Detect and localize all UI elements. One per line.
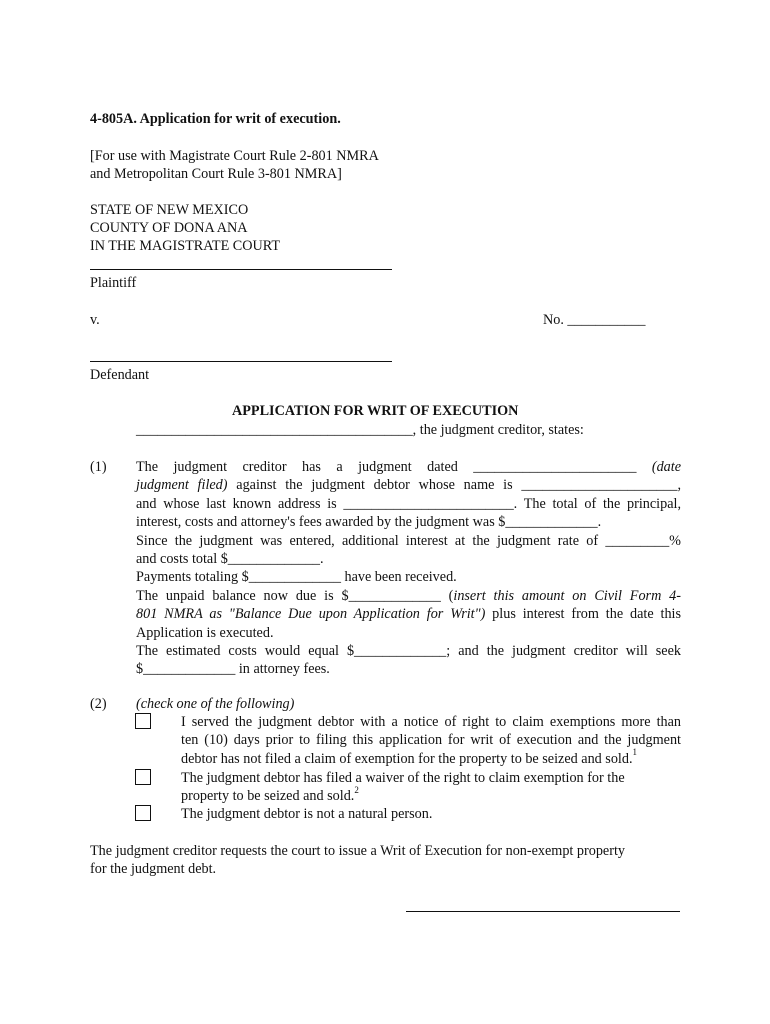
paragraph-1-body bbox=[136, 458, 681, 679]
plaintiff-label: Plaintiff bbox=[90, 275, 137, 291]
option-3-checkbox[interactable] bbox=[135, 805, 151, 821]
para1-line-5: Since the judgment was entered, additional interest at the judgment rate of _________% bbox=[136, 532, 681, 549]
paragraph-1-number: (1) bbox=[90, 459, 107, 475]
footnote-ref-1: 1 bbox=[632, 747, 637, 758]
plaintiff-name-line[interactable] bbox=[90, 269, 392, 270]
court-name: IN THE MAGISTRATE COURT bbox=[90, 238, 281, 254]
closing-line-1: The judgment creditor requests the court to issue a Writ of Execution for non-exempt property bbox=[90, 843, 625, 859]
paragraph-2-number: (2) bbox=[90, 696, 107, 712]
defendant-label: Defendant bbox=[90, 367, 150, 383]
signature-line[interactable] bbox=[406, 911, 680, 912]
para1-line-8: The unpaid balance now due is $_____________ (insert this amount on Civil Form 4- bbox=[136, 587, 681, 604]
para1-line-6: and costs total $_____________. bbox=[136, 551, 324, 568]
footnote-ref-2: 2 bbox=[354, 784, 359, 795]
case-number-field[interactable]: No. ___________ bbox=[543, 312, 646, 328]
para1-line-2: judgment filed) against the judgment debtor whose name is ______________________, bbox=[136, 477, 682, 494]
option-1-text: I served the judgment debtor with a notice of right to claim exemptions more than ten (10) days prior to filing this application for writ of execution and the judgment debtor has not filed a claim of exemption for the property to be seized and sold.$^1$ bbox=[181, 714, 681, 767]
court-state: STATE OF NEW MEXICO bbox=[90, 202, 249, 218]
usage-note-line-2: and Metropolitan Court Rule 3-801 NMRA] bbox=[90, 166, 342, 182]
usage-note-line-1: [For use with Magistrate Court Rule 2-801 NMRA bbox=[90, 148, 379, 164]
para1-line-7: Payments totaling $_____________ have been received. bbox=[136, 569, 457, 586]
para1-line-12: $_____________ in attorney fees. bbox=[136, 661, 330, 678]
para1-line-1: The judgment creditor has a judgment dated _______________________ (date bbox=[136, 459, 681, 475]
para1-line-10: Application is executed. bbox=[136, 624, 274, 641]
form-title: APPLICATION FOR WRIT OF EXECUTION bbox=[232, 403, 519, 419]
defendant-name-line[interactable] bbox=[90, 361, 392, 362]
rule-heading: 4-805A. Application for writ of execution. bbox=[90, 111, 341, 127]
closing-line-2: for the judgment debt. bbox=[90, 861, 217, 877]
court-county: COUNTY OF DONA ANA bbox=[90, 220, 248, 236]
option-3-text: The judgment debtor is not a natural person. bbox=[181, 806, 433, 822]
option-2-checkbox[interactable] bbox=[135, 769, 151, 785]
paragraph-2-instruction: (check one of the following) bbox=[136, 696, 295, 712]
versus-label: v. bbox=[90, 312, 100, 328]
para1-line-4: interest, costs and attorney's fees awarded by the judgment was $_____________. bbox=[136, 514, 602, 531]
option-1-checkbox[interactable] bbox=[135, 713, 151, 729]
option-2-text: The judgment debtor has filed a waiver of the right to claim exemption for the property to be seized and sold.$^2$ bbox=[181, 770, 625, 805]
para1-line-3: and whose last known address is ________________________. The total of the principal, bbox=[136, 495, 681, 512]
para1-line-9: 801 NMRA as "Balance Due upon Application for Writ") plus interest from the date this bbox=[136, 606, 681, 623]
para1-line-11: The estimated costs would equal $_____________; and the judgment creditor will seek bbox=[136, 643, 681, 660]
creditor-states-line[interactable]: _______________________________________, the judgment creditor, states: bbox=[136, 422, 584, 438]
